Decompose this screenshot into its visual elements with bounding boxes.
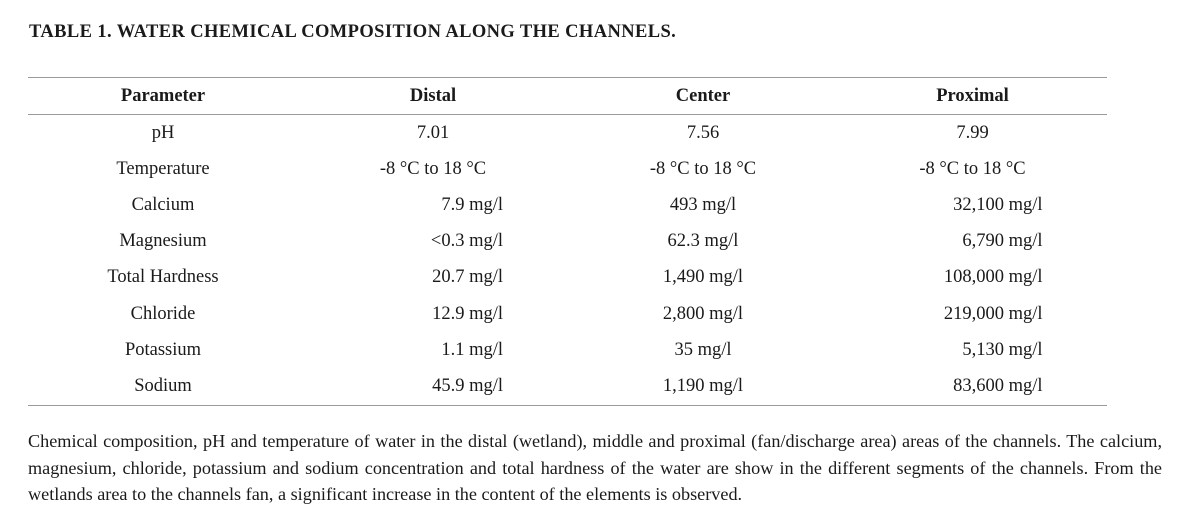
cell-value: 1,190 mg/l (662, 375, 744, 396)
cell-proximal (838, 187, 1107, 223)
cell-proximal (838, 224, 1107, 260)
cell-center (568, 296, 838, 332)
cell-value: <0.3 mg/l (430, 231, 503, 252)
cell-center (568, 368, 838, 405)
cell-center (568, 224, 838, 260)
table-row (28, 224, 1107, 260)
cell-value: 7.9 mg/l (441, 194, 503, 215)
table-row (28, 115, 1107, 152)
cell-distal: -8 °C to 18 °C (379, 158, 487, 179)
cell-parameter: Magnesium (119, 231, 207, 252)
table-body (28, 115, 1107, 406)
cell-proximal (838, 296, 1107, 332)
cell-center (568, 187, 838, 223)
cell-value: 35 mg/l (674, 339, 732, 360)
cell-value: 6,790 mg/l (962, 231, 1043, 252)
cell-parameter: Temperature (116, 158, 210, 179)
cell-proximal (838, 332, 1107, 368)
cell-distal (298, 187, 568, 223)
cell-parameter: Sodium (134, 375, 192, 396)
cell-parameter: pH (151, 122, 175, 143)
table-title: TABLE 1. WATER CHEMICAL COMPOSITION ALONG THE CHANNELS. (29, 22, 677, 42)
cell-value: 20.7 mg/l (432, 267, 503, 288)
header-row (28, 78, 1107, 115)
table-row (28, 368, 1107, 405)
cell-center: 7.56 (686, 122, 720, 143)
table-caption: Chemical composition, pH and temperature of water in the distal (wetland), middle and proximal (fan/discharge area) areas of the channels. The calcium, magnesium, chloride, potassium and sodium concentration and total hardness of the water are show in the different segments of the channels. From the wetlands area to the channels fan, a significant increase in the content of the elements is observed. (28, 431, 1162, 504)
cell-center (568, 260, 838, 296)
cell-value: 2,800 mg/l (662, 303, 744, 324)
cell-value: 1.1 mg/l (441, 339, 503, 360)
table-row (28, 151, 1107, 187)
cell-distal (298, 368, 568, 405)
cell-value: 493 mg/l (669, 194, 737, 215)
cell-proximal: 7.99 (956, 122, 989, 143)
cell-value: 12.9 mg/l (432, 303, 503, 324)
table-row (28, 296, 1107, 332)
cell-distal (298, 296, 568, 332)
table-row (28, 332, 1107, 368)
header-proximal: Proximal (936, 85, 1009, 106)
cell-center (568, 332, 838, 368)
cell-parameter: Total Hardness (107, 267, 219, 288)
cell-value: 108,000 mg/l (943, 267, 1043, 288)
header-center: Center (675, 85, 731, 106)
cell-proximal (838, 368, 1107, 405)
cell-distal: 7.01 (416, 122, 450, 143)
cell-parameter: Potassium (124, 339, 202, 360)
composition-table-container (28, 77, 1107, 406)
cell-value: 45.9 mg/l (432, 375, 503, 396)
cell-proximal (838, 260, 1107, 296)
header-distal: Distal (409, 85, 457, 106)
cell-value: 32,100 mg/l (953, 194, 1043, 215)
cell-value: 219,000 mg/l (943, 303, 1043, 324)
cell-value: 5,130 mg/l (962, 339, 1043, 360)
table-row (28, 260, 1107, 296)
cell-parameter: Chloride (130, 303, 196, 324)
cell-value: 83,600 mg/l (953, 375, 1043, 396)
cell-value: 62.3 mg/l (667, 231, 739, 252)
cell-proximal: -8 °C to 18 °C (919, 158, 1026, 179)
composition-table (28, 77, 1107, 406)
cell-distal (298, 224, 568, 260)
cell-parameter: Calcium (131, 194, 195, 215)
cell-value: 1,490 mg/l (662, 267, 744, 288)
cell-distal (298, 332, 568, 368)
cell-center: -8 °C to 18 °C (649, 158, 757, 179)
header-parameter: Parameter (120, 85, 206, 106)
cell-distal (298, 260, 568, 296)
table-row (28, 187, 1107, 223)
